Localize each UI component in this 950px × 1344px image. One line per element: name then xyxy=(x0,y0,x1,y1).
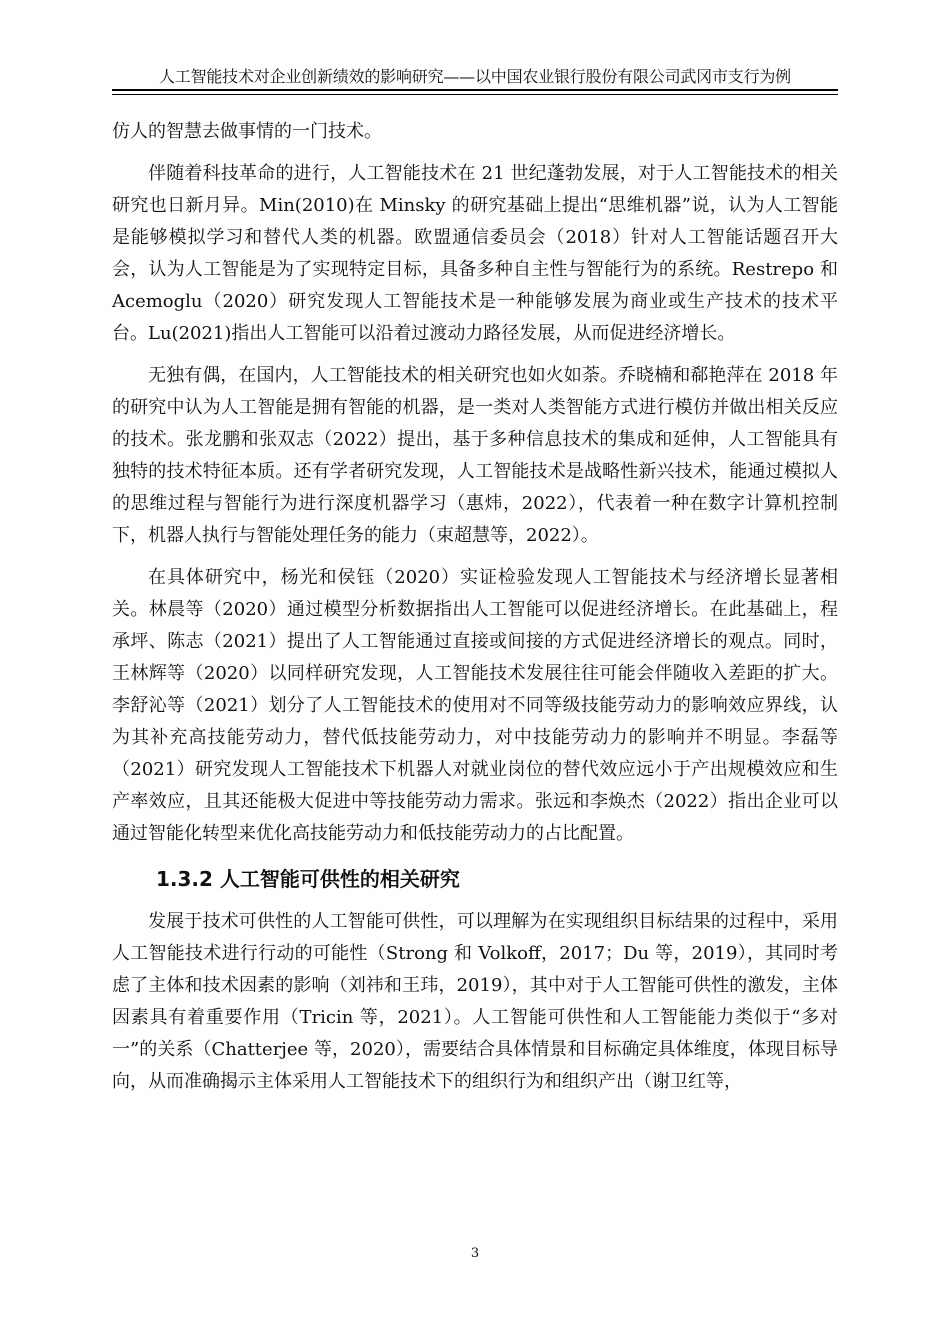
page-number: 3 xyxy=(470,1246,480,1261)
paragraph-continuation: 仿人的智慧去做事情的一门技术。 xyxy=(112,121,382,142)
paragraph-ai-economic-research: 在具体研究中，杨光和侯钰（2020）实证检验发现人工智能技术与经济增长显著相关。林晨等（2020）通过模型分析数据指出人工智能可以促进经济增长。在此基础上，程承坪、陈志（2021）提出了人工智能通过直接或间接的方式促进经济增长的观点。同时，王林辉等（2020）以同样研究发现，人工智能技术发展往往可能会伴随收入差距的扩大。李舒沁等（2021）划分了人工智能技术的使用对不同等级技能劳动力的影响效应界线，认为其补充高技能劳动力，替代低技能劳动力，对中技能劳动力的影响并不明显。李磊等（2021）研究发现人工智能技术下机器人对就业岗位的替代效应远小于产出规模效应和生产率效应，且其还能极大促进中等技能劳动力需求。张远和李焕杰（2022）指出企业可以通过智能化转型来优化高技能劳动力和低技能劳动力的占比配置。 xyxy=(112,567,838,844)
header-rule-thick xyxy=(112,89,838,91)
paragraph-ai-affordance: 发展于技术可供性的人工智能可供性，可以理解为在实现组织目标结果的过程中，采用人工智能技术进行行动的可能性（Strong 和 Volkoff，2017；Du 等，2019），其同时考虑了主体和技术因素的影响（刘祎和王玮，2019），其中对于人工智能可供性的激发，主体因素具有着重要作用（Tricin 等，2021）。人工智能可供性和人工智能能力类似于“多对一”的关系（Chatterjee 等，2020），需要结合具体情景和目标确定具体维度，体现目标导向，从而准确揭示主体采用人工智能技术下的组织行为和组织产出（谢卫红等， xyxy=(112,911,838,1092)
paragraph-ai-domestic-research: 无独有偶，在国内，人工智能技术的相关研究也如火如荼。乔晓楠和郗艳萍在 2018 年的研究中认为人工智能是拥有智能的机器，是一类对人类智能方式进行模仿并做出相关反应的技术。张龙鹏和张双志（2022）提出，基于多种信息技术的集成和延伸，人工智能具有独特的技术特征本质。还有学者研究发现，人工智能技术是战略性新兴技术，能通过模拟人的思维过程与智能行为进行深度机器学习（惠炜，2022），代表着一种在数字计算机控制下，机器人执行与智能处理任务的能力（束超慧等，2022）。 xyxy=(112,365,838,546)
header-rule-thin xyxy=(112,94,838,95)
section-heading: 1.3.2 人工智能可供性的相关研究 xyxy=(156,867,460,891)
paragraph-ai-foreign-research: 伴随着科技革命的进行，人工智能技术在 21 世纪蓬勃发展，对于人工智能技术的相关研究也日新月异。Min(2010)在 Minsky 的研究基础上提出“思维机器”说，认为人工智能是能够模拟学习和替代人类的机器。欧盟通信委员会（2018）针对人工智能话题召开大会，认为人工智能是为了实现特定目标，具备多种自主性与智能行为的系统。Restrepo 和 Acemoglu（2020）研究发现人工智能技术是一种能够发展为商业或生产技术的技术平台。Lu(2021)指出人工智能可以沿着过渡动力路径发展，从而促进经济增长。 xyxy=(112,163,838,344)
body-text xyxy=(112,116,838,1098)
running-header: 人工智能技术对企业创新绩效的影响研究——以中国农业银行股份有限公司武冈市支行为例 xyxy=(158,67,791,86)
